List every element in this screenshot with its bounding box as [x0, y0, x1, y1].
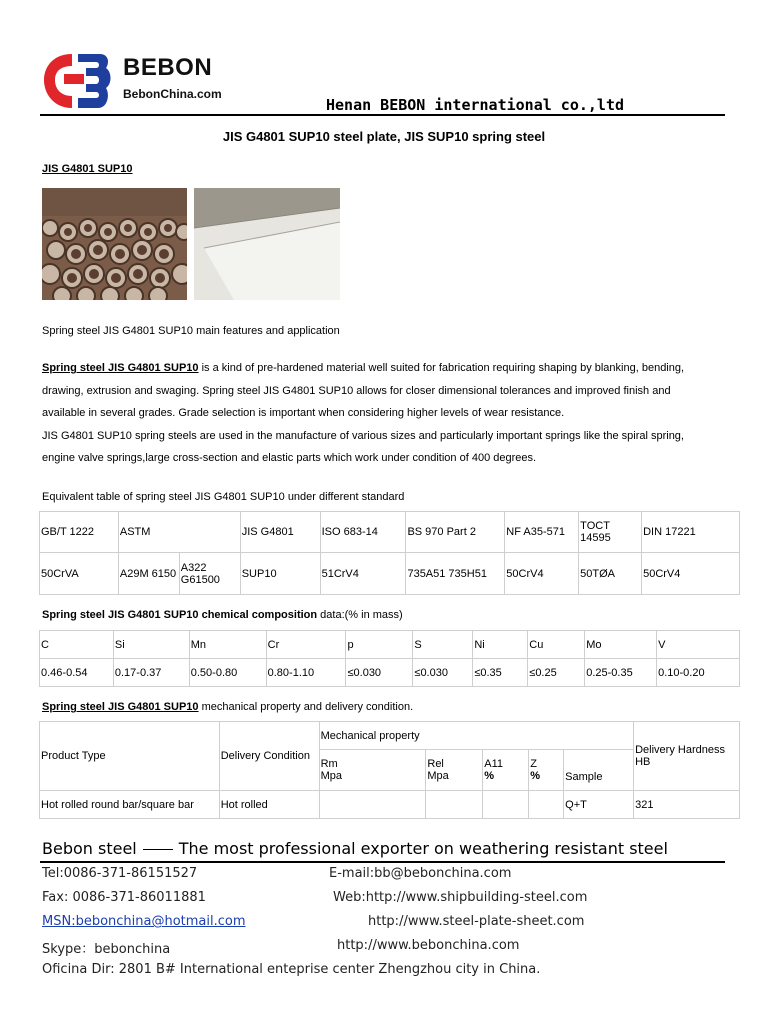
table-cell: Mo: [585, 631, 657, 659]
steel-tubes-image: [42, 188, 187, 300]
table-cell: 50CrVA: [40, 553, 119, 595]
equivalent-table: [39, 511, 740, 595]
table-cell: Hot rolled: [219, 791, 319, 819]
header-divider: [40, 114, 725, 116]
table-cell: A322 G61500: [179, 553, 240, 595]
table-cell: Hot rolled round bar/square bar: [40, 791, 220, 819]
section-title: Spring steel JIS G4801 SUP10 main features and application: [42, 325, 340, 337]
intro-line-5: engine valve springs,large cross-section and elastic parts which work under condition of 400 degrees.: [42, 452, 537, 464]
brand-url: BebonChina.com: [123, 87, 222, 101]
a11-label: A11: [484, 758, 504, 770]
table-cell: Q+T: [564, 791, 634, 819]
table-cell: [426, 750, 483, 791]
table-cell: 0.80-1.10: [266, 659, 346, 687]
table-cell: 0.25-0.35: [585, 659, 657, 687]
brand-name: BEBON: [123, 54, 213, 81]
table-cell: [319, 750, 426, 791]
chem-table: [39, 630, 740, 687]
rm-unit: Mpa: [320, 770, 342, 782]
rm-label: Rm: [320, 758, 338, 770]
table-cell: [426, 791, 483, 819]
table-cell: [483, 750, 529, 791]
footer-heading: [42, 839, 668, 858]
table-cell: 735A51 735H51: [406, 553, 505, 595]
table-cell: p: [346, 631, 413, 659]
mech-caption: [42, 696, 722, 719]
rel-label: Rel: [427, 758, 444, 770]
table-cell: Delivery Condition: [219, 722, 319, 791]
table-cell: ≤0.35: [473, 659, 528, 687]
table-cell: Cu: [528, 631, 585, 659]
chem-lead: Spring steel JIS G4801 SUP10 chemical composition: [42, 609, 318, 621]
table-cell: V: [657, 631, 740, 659]
table-cell: NF A35-571: [505, 512, 579, 553]
mech-lead: Spring steel JIS G4801 SUP10: [42, 701, 199, 713]
table-cell: Cr: [266, 631, 346, 659]
footer-email[interactable]: E-mail:bb@bebonchina.com: [329, 866, 512, 881]
table-cell: [529, 750, 564, 791]
intro-line-1: is a kind of pre-hardened material well suited for fabrication requiring shaping by blanking, bending,: [198, 362, 685, 374]
table-cell: ≤0.25: [528, 659, 585, 687]
z-label: Z: [530, 758, 537, 770]
table-cell: [483, 791, 529, 819]
mech-table: [39, 721, 740, 819]
page-title: JIS G4801 SUP10 steel plate, JIS SUP10 spring steel: [222, 129, 546, 144]
intro-line-4: JIS G4801 SUP10 spring steels are used in the manufacture of various sizes and particularly important springs like the spiral spring,: [42, 429, 684, 442]
table-cell: 51CrV4: [320, 553, 406, 595]
table-cell: S: [413, 631, 473, 659]
sub-heading: JIS G4801 SUP10: [42, 163, 133, 175]
intro-line-2: drawing, extrusion and swaging. Spring steel JIS G4801 SUP10 allows for closer dimensional tolerances and improved finish and: [42, 384, 671, 397]
intro-line-3: available in several grades. Grade selection is important when considering higher levels of wear resistance.: [42, 407, 565, 419]
table-cell: Product Type: [40, 722, 220, 791]
table-cell: [529, 791, 564, 819]
footer-dash: [143, 849, 173, 850]
footer-web3[interactable]: http://www.bebonchina.com: [337, 938, 520, 953]
table-cell: Ni: [473, 631, 528, 659]
table-cell: Sample: [564, 750, 634, 791]
intro-lead: Spring steel JIS G4801 SUP10: [42, 362, 199, 374]
footer-web[interactable]: Web:http://www.shipbuilding-steel.com: [333, 890, 588, 905]
z-unit: %: [530, 770, 541, 782]
footer-msn-link[interactable]: MSN:bebonchina@hotmail.com: [42, 914, 246, 929]
table-cell: C: [40, 631, 114, 659]
company-name: Henan BEBON international co.,ltd: [326, 96, 625, 114]
table-cell: Si: [113, 631, 189, 659]
table-cell: ASTM: [118, 512, 240, 553]
table-cell: BS 970 Part 2: [406, 512, 505, 553]
steel-plate-image: [194, 188, 340, 300]
table-cell: 50CrV4: [642, 553, 740, 595]
table-cell: ISO 683-14: [320, 512, 406, 553]
intro-paragraph: [42, 357, 722, 470]
chem-caption: [42, 604, 722, 627]
footer-slogan: The most professional exporter on weathering resistant steel: [178, 839, 668, 858]
mech-caption-rest: mechanical property and delivery condition.: [198, 701, 414, 713]
table-cell: DIN 17221: [642, 512, 740, 553]
table-cell: 0.17-0.37: [113, 659, 189, 687]
table-cell: [319, 791, 426, 819]
table-cell: A29M 6150: [118, 553, 179, 595]
table-cell: Mn: [189, 631, 266, 659]
table-cell: 0.46-0.54: [40, 659, 114, 687]
rel-unit: Mpa: [427, 770, 449, 782]
table-cell: ≤0.030: [413, 659, 473, 687]
equiv-caption: Equivalent table of spring steel JIS G4801 SUP10 under different standard: [42, 491, 405, 503]
table-cell: TOCT 14595: [579, 512, 642, 553]
table-cell: 50CrV4: [505, 553, 579, 595]
table-cell: 0.10-0.20: [657, 659, 740, 687]
table-cell: JIS G4801: [240, 512, 320, 553]
footer-fax: Fax: 0086-371-86011881: [42, 890, 206, 905]
footer-address: Oficina Dir: 2801 B# International enteprise center Zhengzhou city in China.: [42, 962, 541, 977]
table-cell: ≤0.030: [346, 659, 413, 687]
table-cell: 0.50-0.80: [189, 659, 266, 687]
a11-unit: %: [484, 770, 495, 782]
bebon-logo-icon: [42, 50, 112, 112]
footer-brand: Bebon steel: [42, 839, 137, 858]
footer-divider: [40, 861, 725, 863]
table-cell: 321: [634, 791, 740, 819]
table-cell: Delivery Hardness HB: [634, 722, 740, 791]
footer-skype: Skype：bebonchina: [42, 942, 171, 957]
table-cell: GB/T 1222: [40, 512, 119, 553]
chem-caption-rest: data:(% in mass): [317, 609, 403, 621]
footer-web2[interactable]: http://www.steel-plate-sheet.com: [368, 914, 585, 929]
table-cell: 50TØA: [579, 553, 642, 595]
footer-tel: Tel:0086-371-86151527: [42, 866, 198, 881]
table-cell: SUP10: [240, 553, 320, 595]
table-cell: Mechanical property: [319, 722, 634, 750]
